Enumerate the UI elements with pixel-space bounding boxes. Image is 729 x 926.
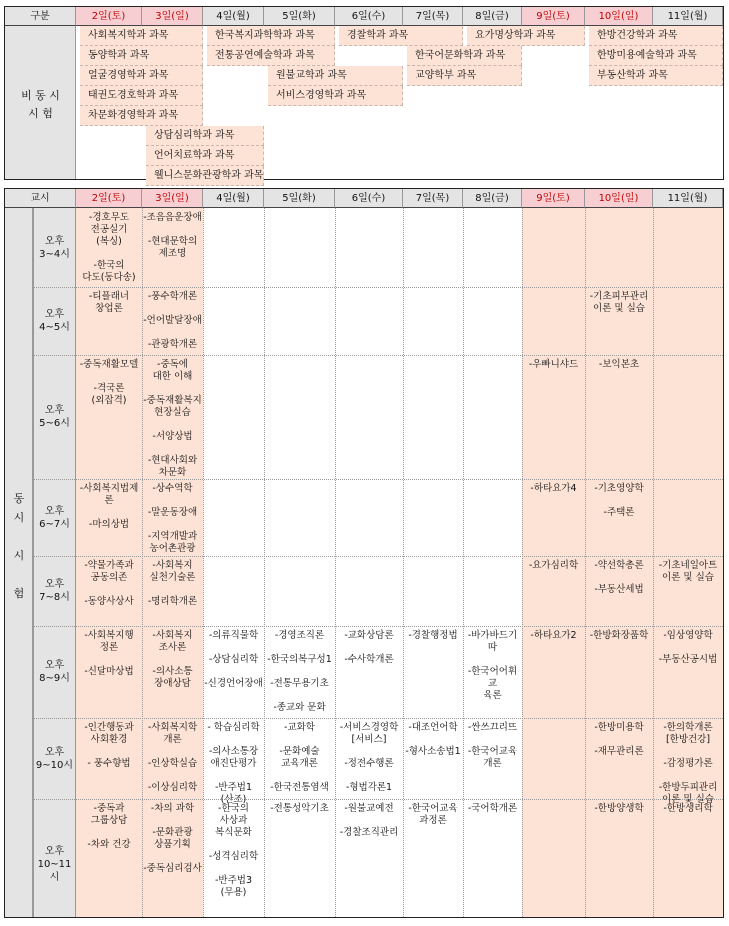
program-item: 한방미용예술학과 과목: [589, 46, 723, 66]
day-header-5: 6일(수): [335, 7, 403, 26]
day-header-6: 7일(목): [403, 7, 463, 26]
course-cell: -한국어교육 과정론: [408, 803, 458, 826]
course-cell: -사회복지행 정론 -신달마상법: [84, 630, 134, 677]
grid-hline: [33, 355, 723, 356]
course-cell: -약선학총론 -부동산세법: [594, 560, 644, 595]
course-cell: -경찰행정법: [408, 630, 458, 641]
bottom-corner-cell: 교시: [5, 189, 76, 208]
day-header-3: 4일(월): [203, 7, 264, 26]
time-slot-label: 오후 7~8시: [39, 579, 70, 603]
program-item: 태권도경호학과 과목: [80, 86, 203, 106]
program-item: 요가명상학과 과목: [467, 26, 585, 46]
grid-hline: [33, 718, 723, 719]
day-header-1: 2일(토): [76, 7, 142, 26]
program-item: 부동산학과 과목: [589, 66, 723, 86]
course-cell: -한방화장품학: [589, 630, 649, 641]
time-slot-label: 오후 5~6시: [39, 405, 70, 429]
course-cell: -바가바드기따 -한국어어휘교 육론: [467, 630, 518, 701]
grid-hline: [33, 556, 723, 557]
day-header-8: 9일(토): [522, 7, 585, 26]
course-cell: -한방생리학: [663, 803, 713, 814]
course-cell: -하타요가2: [530, 630, 577, 641]
program-item: 전통공연예술학과 과목: [207, 46, 335, 66]
course-cell: -한국의 사상과 복식문화 -성격심리학 -반주법3 (무용): [208, 803, 259, 898]
day-header-3: 4일(월): [203, 189, 264, 208]
course-cell: -티플래너 창업론: [88, 291, 130, 314]
course-cell: -상수역학 -말운동장애 -지역개발과 농어촌관광: [147, 483, 198, 554]
course-cell: -한의학개론 [한방건강] -감정평가론 -한방두피관리 이론 및 실습: [658, 722, 718, 805]
day-header-2: 3일(일): [142, 7, 203, 26]
course-cell: -한방양생학: [594, 803, 644, 814]
day-header-4: 5일(화): [264, 7, 335, 26]
course-cell: -경영조직론 -한국의복구성1 -전통무용기초 -종교와 문화: [267, 630, 332, 713]
course-cell: -풍수학개론 -언어발달장애 -관광학개론: [143, 291, 202, 350]
day-header-1: 2일(토): [76, 189, 142, 208]
simultaneous-exam-table: [4, 188, 724, 918]
time-slot-label: 오후 10~11시: [37, 846, 72, 883]
day-header-6: 7일(목): [403, 189, 463, 208]
top-section-label-text: 비 동 시 시 험: [21, 89, 60, 120]
time-slot-label: 오후 6~7시: [39, 505, 70, 530]
program-item: 서비스경영학과 과목: [268, 86, 403, 106]
day-header-9: 10일(일): [585, 7, 653, 26]
course-cell: -임상영양학 -부동산공시법: [658, 630, 718, 665]
course-cell: -우빠니샤드: [528, 359, 579, 370]
non-simultaneous-exam-table: [4, 6, 724, 180]
program-item: 상담심리학과 과목: [146, 126, 264, 146]
time-slot-label: 오후 3~4시: [39, 235, 70, 260]
course-cell: -사회복지학 개론 -인상학실습 -이상심리학: [147, 722, 198, 793]
course-cell: -약물가족과 공동의존 -동양사상사: [84, 560, 134, 607]
course-cell: -기초네일아트 이론 및 실습: [658, 560, 718, 583]
bottom-section-label-text: 동 시 시 험: [13, 492, 25, 600]
program-item: 한국어문화학과 과목: [407, 46, 522, 66]
day-header-9: 10일(일): [585, 189, 653, 208]
program-item: 사회복지학과 과목: [80, 26, 203, 46]
program-item: 한국복지과학학과 과목: [207, 26, 335, 46]
course-cell: -대조언어학 -형사소송법1: [405, 722, 461, 757]
course-cell: -싼쓰끄리뜨 -한국어교육개론: [467, 722, 518, 769]
course-cell: -전통성악기초: [270, 803, 329, 814]
course-cell: - 학습심리학 -의사소통장 애진단평가 -반주법1 (산조): [207, 722, 260, 805]
day-header-2: 3일(일): [142, 189, 203, 208]
day-header-7: 8일(금): [463, 189, 522, 208]
course-cell: -조음음운장애 -현대문학의 제조명: [143, 212, 202, 259]
course-cell: -교화상담론 -수사학개론: [344, 630, 394, 665]
course-cell: -보익본초: [598, 359, 640, 370]
program-item: 웰니스문화관광학과 과목: [146, 166, 264, 186]
program-item: 동양학과 과목: [80, 46, 203, 66]
day-header-8: 9일(토): [522, 189, 585, 208]
course-cell: -한방미용학 -재무관리론: [594, 722, 644, 757]
program-item: 경찰학과 과목: [339, 26, 463, 46]
day-header-7: 8일(금): [463, 7, 522, 26]
time-slot-label: 오후 8~9시: [39, 660, 70, 684]
course-cell: -중독에 대한 이해 -중독재활복지 현장실습 -서양상법 -현대사회와 차문화: [143, 359, 202, 478]
course-cell: -인간행동과 사회환경 - 풍수향법: [84, 722, 134, 769]
program-item: 언어치료학과 과목: [146, 146, 264, 166]
course-cell: -교화학 -문화예술 교육개론 -한국전통염색: [270, 722, 329, 793]
course-cell: -기초피부관리 이론 및 실습: [589, 291, 649, 314]
course-cell: -기초영양학 -주택론: [594, 483, 644, 518]
course-cell: -서비스경영학 [서비스] -정전수행론 -형법각론1: [339, 722, 399, 793]
grid-hline: [33, 287, 723, 288]
course-cell: -중독과 그룹상담 -차와 건강: [87, 803, 131, 850]
program-item: 차문화경영학과 과목: [80, 106, 203, 126]
day-header-10: 11일(월): [653, 189, 723, 208]
day-header-10: 11일(월): [653, 7, 723, 26]
course-cell: -의류직물학 -상담심리학 -신경언어장애: [204, 630, 263, 689]
top-corner-cell: 구분: [5, 7, 76, 26]
grid-hline: [33, 626, 723, 627]
course-cell: -차의 과학 -문화관광 상품기획 -중독심리검사: [143, 803, 202, 874]
grid-hline: [33, 799, 723, 800]
program-item: 교양학부 과목: [407, 66, 522, 86]
course-cell: -국어학개론: [467, 803, 518, 814]
course-cell: -요가심리학: [528, 560, 579, 571]
course-cell: -하타요가4: [530, 483, 577, 494]
day-header-5: 6일(수): [335, 189, 403, 208]
course-cell: -중독재활모델 -격국론 (외잡격): [79, 359, 139, 406]
time-slot-label: 오후 9~10시: [35, 746, 74, 771]
grid-hline: [33, 479, 723, 480]
day-header-4: 5일(화): [264, 189, 335, 208]
program-item: 얼굴경영학과 과목: [80, 66, 203, 86]
course-cell: -사회복지 실천기술론 -명리학개론: [147, 560, 198, 607]
course-cell: -원불교예전 -경찰조직관리: [339, 803, 399, 838]
course-cell: -사회복지 조사론 -의사소통 장애상담: [152, 630, 193, 689]
program-item: 한방건강학과 과목: [589, 26, 723, 46]
course-cell: -경호무도 전공실기 (복싱) -한국의 다도(동다송): [82, 212, 136, 283]
program-item: 원불교학과 과목: [268, 66, 403, 86]
course-cell: -사회복지법제론 -마의상법: [79, 483, 139, 530]
time-slot-label: 오후 4~5시: [39, 309, 70, 333]
